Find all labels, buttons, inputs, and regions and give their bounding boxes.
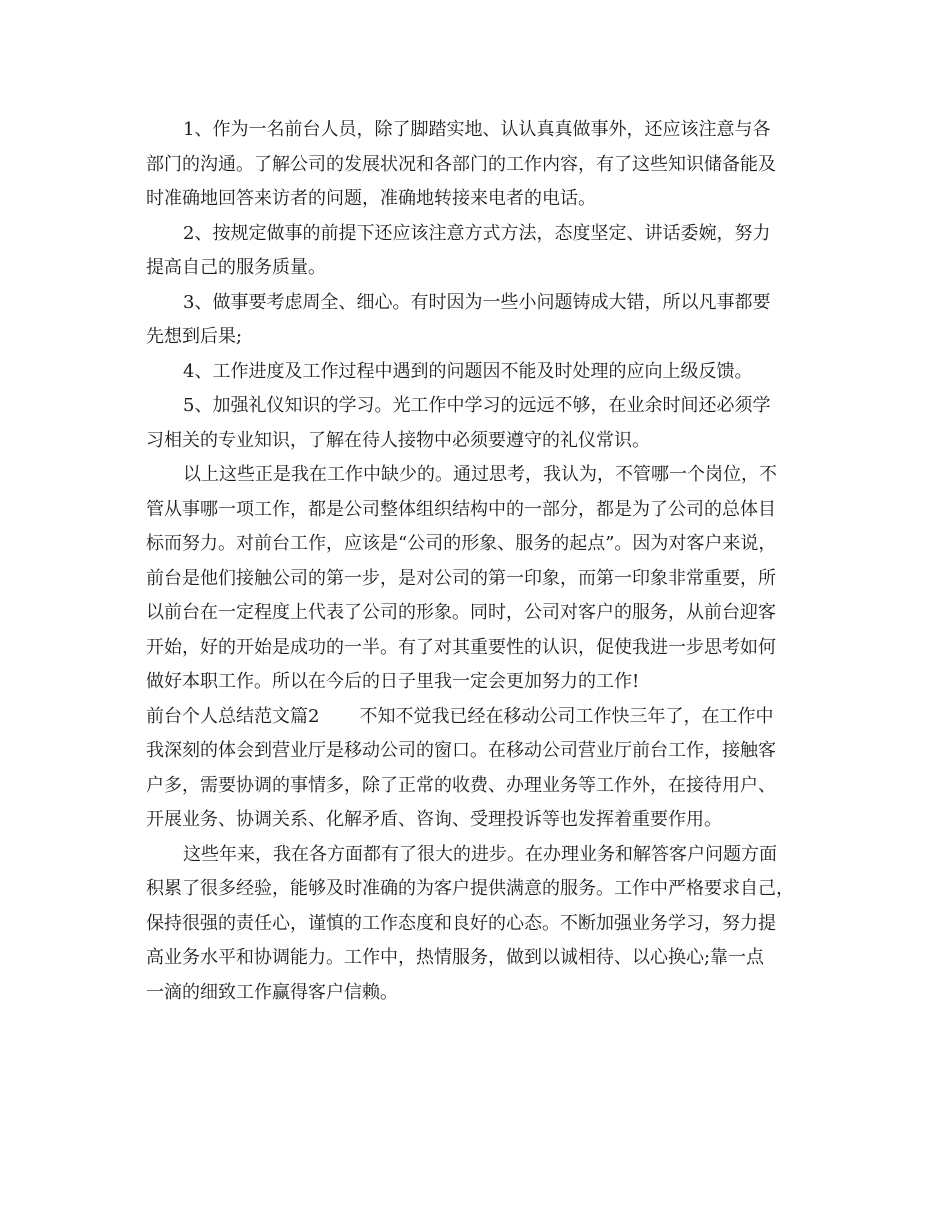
text-line: 习相关的专业知识，了解在待人接物中必须要遵守的礼仪常识。 — [146, 429, 650, 451]
text-line: 2、按规定做事的前提下还应该注意方式方法，态度坚定、讲话委婉，努力 — [183, 222, 771, 244]
text-line: 提高自己的服务质量。 — [146, 257, 326, 278]
text-line: 管从事哪一项工作，都是公司整体组织结构中的一部分，都是为了公司的总体目 — [146, 498, 776, 520]
text-line: 时准确地回答来访者的问题，准确地转接来电者的电话。 — [146, 188, 596, 209]
text-line: 3、做事要考虑周全、细心。有时因为一些小问题铸成大错，所以凡事都要 — [183, 291, 771, 313]
section-heading-text: 不知不觉我已经在移动公司工作快三年了，在工作中 — [359, 705, 774, 727]
text-line: 这些年来，我在各方面都有了很大的进步。在办理业务和解答客户问题方面 — [183, 843, 777, 865]
document-body — [146, 113, 806, 1010]
text-line: 一滴的细致工作赢得客户信赖。 — [146, 981, 398, 1003]
text-line: 保持很强的责任心，谨慎的工作态度和良好的心态。不断加强业务学习，努力提 — [146, 912, 776, 934]
text-line: 以上这些正是我在工作中缺少的。通过思考，我认为，不管哪一个岗位，不 — [183, 464, 777, 485]
paragraph-block-1 — [146, 113, 806, 700]
text-line: 先想到后果; — [146, 326, 243, 347]
text-line: 前台是他们接触公司的第一步，是对公司的第一印象，而第一印象非常重要，所 — [146, 567, 776, 589]
text-line: 做好本职工作。所以在今后的日子里我一定会更加努力的工作! — [146, 671, 640, 692]
text-line: 开始，好的开始是成功的一半。有了对其重要性的认识，促使我进一步思考如何 — [146, 636, 776, 658]
text-line: 高业务水平和协调能力。工作中，热情服务，做到以诚相待、以心换心;靠一点 — [146, 947, 765, 968]
text-line: 部门的沟通。了解公司的发展状况和各部门的工作内容，有了这些知识储备能及 — [146, 153, 776, 175]
text-line: 标而努力。对前台工作，应该是“公司的形象、服务的起点”。因为对客户来说， — [146, 533, 777, 554]
text-line: 我深刻的体会到营业厅是移动公司的窗口。在移动公司营业厅前台工作，接触客 — [146, 740, 776, 761]
section-heading: 前台个人总结范文篇2 — [146, 705, 320, 727]
paragraph-block-2 — [146, 734, 806, 1010]
text-line: 5、加强礼仪知识的学习。光工作中学习的远远不够，在业余时间还必须学 — [183, 395, 771, 416]
text-line: 开展业务、协调关系、化解矛盾、咨询、受理投诉等也发挥着重要作用。 — [146, 809, 722, 830]
text-line: 1、作为一名前台人员，除了脚踏实地、认认真真做事外，还应该注意与各 — [183, 119, 771, 140]
text-line: 户多，需要协调的事情多，除了正常的收费、办理业务等工作外，在接待用户、 — [146, 774, 776, 796]
text-line: 以前台在一定程度上代表了公司的形象。同时，公司对客户的服务，从前台迎客 — [146, 602, 776, 623]
text-line: 4、工作进度及工作过程中遇到的问题因不能及时处理的应向上级反馈。 — [183, 360, 753, 382]
section-heading-line — [146, 700, 806, 735]
text-line: 积累了很多经验，能够及时准确的为客户提供满意的服务。工作中严格要求自己， — [146, 878, 794, 899]
